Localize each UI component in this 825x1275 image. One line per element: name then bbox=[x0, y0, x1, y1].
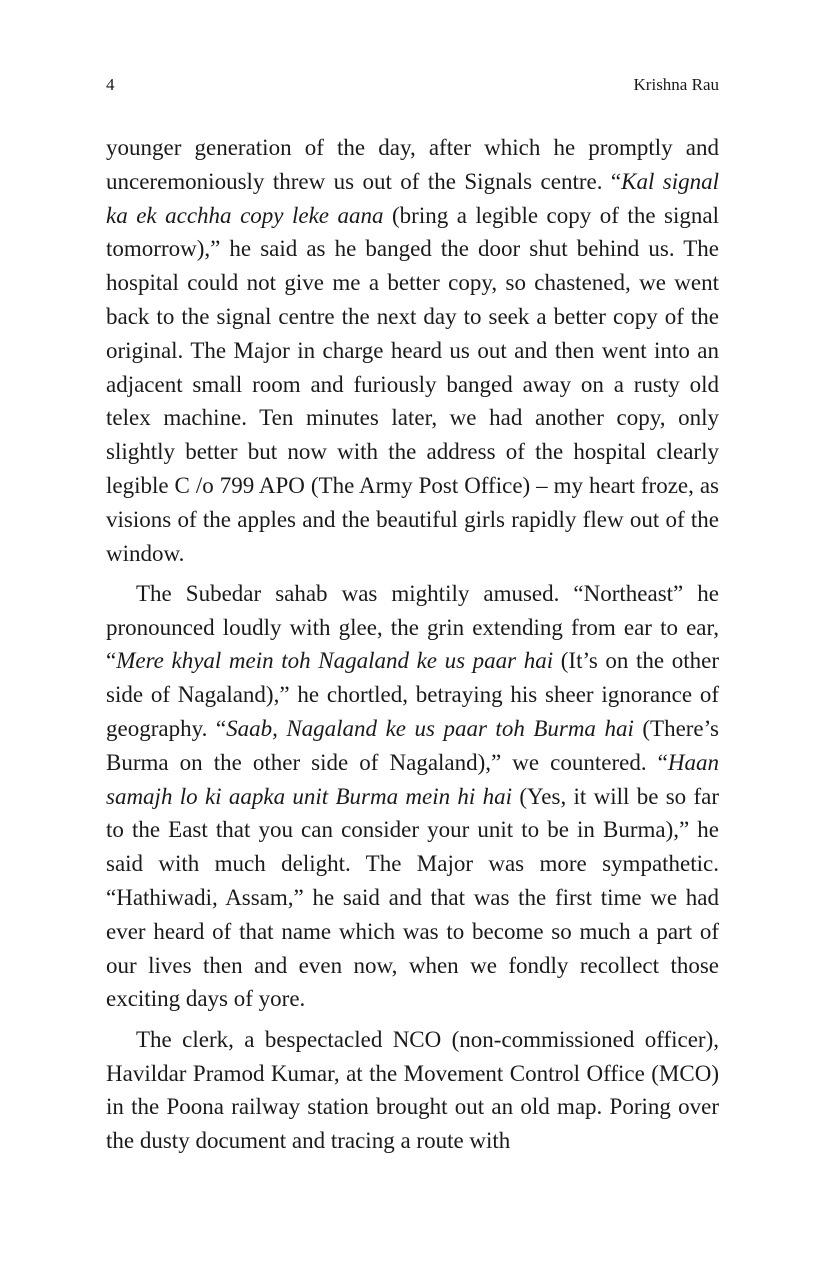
paragraph bbox=[106, 131, 719, 570]
paragraph bbox=[106, 1023, 719, 1158]
running-head-author: Krishna Rau bbox=[633, 75, 719, 94]
text-segment: The Subedar sahab was mightily amused. “Northeast” he pronounced loudly with glee, the grin extending from ear to ear, “ bbox=[106, 580, 719, 674]
running-header bbox=[106, 70, 719, 100]
text-segment: younger generation of the day, after which he promptly and unceremoniously threw us out of the Signals centre. “ bbox=[106, 135, 719, 194]
page-number: 4 bbox=[106, 75, 115, 94]
text-segment: The clerk, a bespectacled NCO (non-commissioned officer), Havildar Pramod Kumar, at the Movement Control Office (MCO) in the Poona railway station brought out an old map. Poring over the dusty document and tracing a route with bbox=[106, 1026, 719, 1154]
paragraph bbox=[106, 577, 719, 1016]
hindi-phrase: Haan samajh lo ki aapka unit Burma mein hi hai bbox=[106, 749, 719, 809]
hindi-phrase: Kal signal ka ek acchha copy leke aana bbox=[106, 168, 719, 228]
text-segment: (bring a legible copy of the signal tomorrow),” he said as he banged the door shut behind us. The hospital could not give me a better copy, so chastened, we went back to the signal centre the next day to seek a better copy of the original. The Major in charge heard us out and then went into an adjacent small room and furiously banged away on a rusty old telex machine. Ten minutes later, we had another copy, only slightly better but now with the address of the hospital clearly legible C /o 799 APO (The Army Post Office) – my heart froze, as visions of the apples and the beautiful girls rapidly flew out of the window. bbox=[106, 202, 719, 566]
text-segment: (There’s Burma on the other side of Nagaland),” we countered. “ bbox=[106, 716, 719, 775]
hindi-phrase: Saab, Nagaland ke us paar toh Burma hai bbox=[226, 716, 634, 742]
book-page bbox=[106, 70, 719, 1164]
text-segment: (It’s on the other side of Nagaland),” he chortled, betraying his sheer ignorance of geography. “ bbox=[106, 648, 719, 742]
text-segment: (Yes, it will be so far to the East that you can consider your unit to be in Burma),” he said with much delight. The Major was more sympathetic. “Hathiwadi, Assam,” he said and that was the first time we had ever heard of that name which was to become so much a part of our lives then and even now, when we fondly recollect those exciting days of yore. bbox=[106, 783, 719, 1012]
hindi-phrase: Mere khyal mein toh Nagaland ke us paar hai bbox=[116, 648, 554, 674]
body-text bbox=[106, 131, 719, 1158]
